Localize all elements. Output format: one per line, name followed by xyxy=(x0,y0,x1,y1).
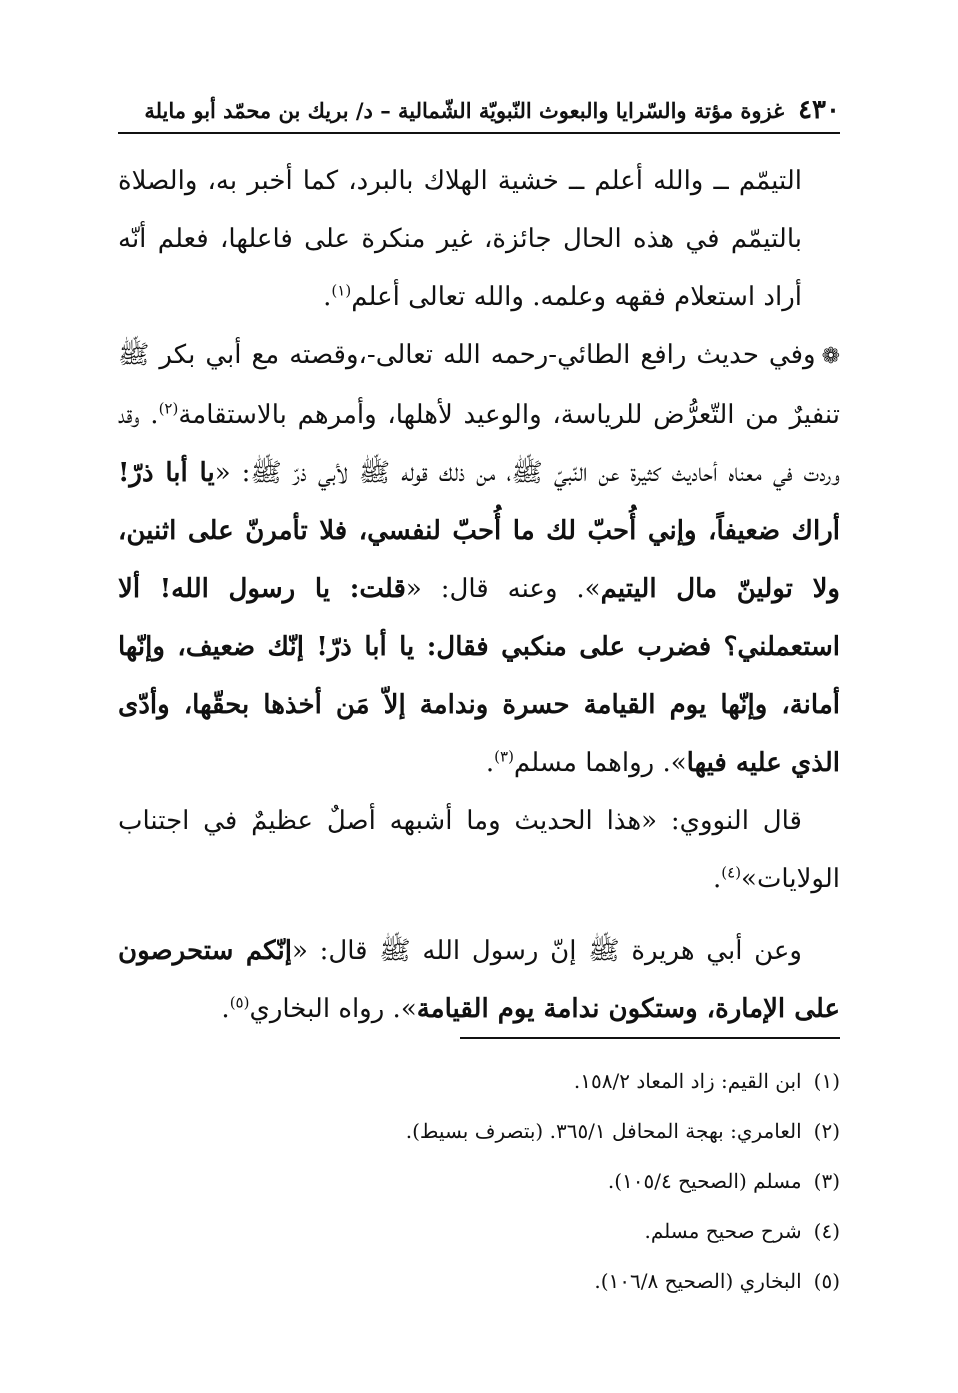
paragraph-2 xyxy=(118,326,840,792)
hadith-quote-2: قلت: يا رسول الله! ألا استعملني؟ فضرب على منكبي فقال: يا أبا ذرّ! إنّك ضعيف، وإنّها أمانة، وإنّها يوم القيامة حسرة وندامة إلاّ مَن أخذها بحقّها، وأدّى الذي عليه فيها xyxy=(118,574,840,778)
footnote-number: (٥) xyxy=(813,1269,840,1293)
footnote-number: (٢) xyxy=(813,1119,840,1143)
running-title: غزوة مؤتة والسّرايا والبعوث النّبويّة الشّمالية – د/ بريك بن محمّد أبو مايلة xyxy=(144,97,785,123)
paragraph-3-text: قال النووي: «هذا الحديث وما أشبهه أصلٌ عظيمٌ في اجتناب الولايات» xyxy=(118,806,840,894)
footnote-divider xyxy=(460,1037,840,1039)
paragraph-1 xyxy=(118,152,840,326)
footnote-text: مسلم (الصحيح ١٠٥/٤). xyxy=(607,1169,802,1193)
footnote-ref-1: (١) xyxy=(331,281,352,300)
main-text xyxy=(118,152,840,1038)
paragraph-2-text-d: ». رواهما مسلم xyxy=(513,748,687,778)
paragraph-1-end: . xyxy=(323,282,332,312)
paragraph-2-text-b: . وقد وردت في معناه أحاديث كثيرة عن النّبيّ ﷺ، من ذلك قوله ﷺ لأبي ذرّ ﷺ: « xyxy=(118,400,840,488)
paragraph-4-end: . xyxy=(221,994,230,1024)
paragraph-1-text: التيمّم ــ والله أعلم ــ خشية الهلاك بالبرد، كما أخبر به، والصلاة بالتيمّم في هذه الحال جائزة، غير منكرة على فاعلها، فعلم أنّه أراد استعلام فقهه وعلمه. والله تعالى أعلم xyxy=(118,166,802,312)
running-header xyxy=(118,92,840,134)
footnote-number: (٣) xyxy=(813,1169,840,1193)
footnote-ref-2: (٢) xyxy=(158,399,179,418)
hadith-quote-3: إنّكم ستحرصون على الإمارة، وستكون ندامة يوم القيامة xyxy=(118,936,840,1024)
flower-bullet-icon: ❁ xyxy=(821,344,840,369)
footnote-ref-5: (٥) xyxy=(229,993,250,1012)
footnote-item xyxy=(118,1156,840,1206)
paragraph-3 xyxy=(118,792,840,908)
hadith-quote-1: يا أبا ذرّ! أراك ضعيفاً، وإني أُحبّ لك ما أُحبّ لنفسي، فلا تأمرنّ على اثنين، ولا تولينّ مال اليتيم xyxy=(118,458,840,604)
footnote-number: (٤) xyxy=(813,1219,840,1243)
paragraph-2-text-c: ». وعنه قال: « xyxy=(405,574,601,604)
footnotes xyxy=(118,1056,840,1306)
footnote-text: العامري: بهجة المحافل ٣٦٥/١. (بتصرف بسيط). xyxy=(405,1119,802,1143)
paragraph-4-text-b: ». رواه البخاري xyxy=(249,994,417,1024)
footnote-ref-3: (٣) xyxy=(494,747,514,766)
paragraph-2-end: . xyxy=(485,748,495,778)
footnote-item xyxy=(118,1106,840,1156)
footnote-number: (١) xyxy=(813,1069,840,1093)
footnote-text: شرح صحيح مسلم. xyxy=(644,1219,802,1243)
page-number: ٤٣٠ xyxy=(798,95,840,125)
footnote-item xyxy=(118,1256,840,1306)
paragraph-2-text-a: وفي حديث رافع الطائي-رحمه الله تعالى-،وقصته مع أبي بكر ﷺ تنفيرٌ من التّعرُّض للرياسة، والوعيد لأهلها، وأمرهم بالاستقامة xyxy=(118,340,840,430)
footnote-item xyxy=(118,1206,840,1256)
footnote-item xyxy=(118,1056,840,1106)
paragraph-3-end: . xyxy=(713,864,722,894)
footnote-text: البخاري (الصحيح ١٠٦/٨). xyxy=(594,1269,802,1293)
paragraph-4-text-a: وعن أبي هريرة ﷺ إنّ رسول الله ﷺ قال: « xyxy=(291,936,802,966)
footnote-text: ابن القيم: زاد المعاد ١٥٨/٢. xyxy=(573,1069,802,1093)
footnote-ref-4: (٤) xyxy=(721,863,742,882)
paragraph-4 xyxy=(118,922,840,1038)
